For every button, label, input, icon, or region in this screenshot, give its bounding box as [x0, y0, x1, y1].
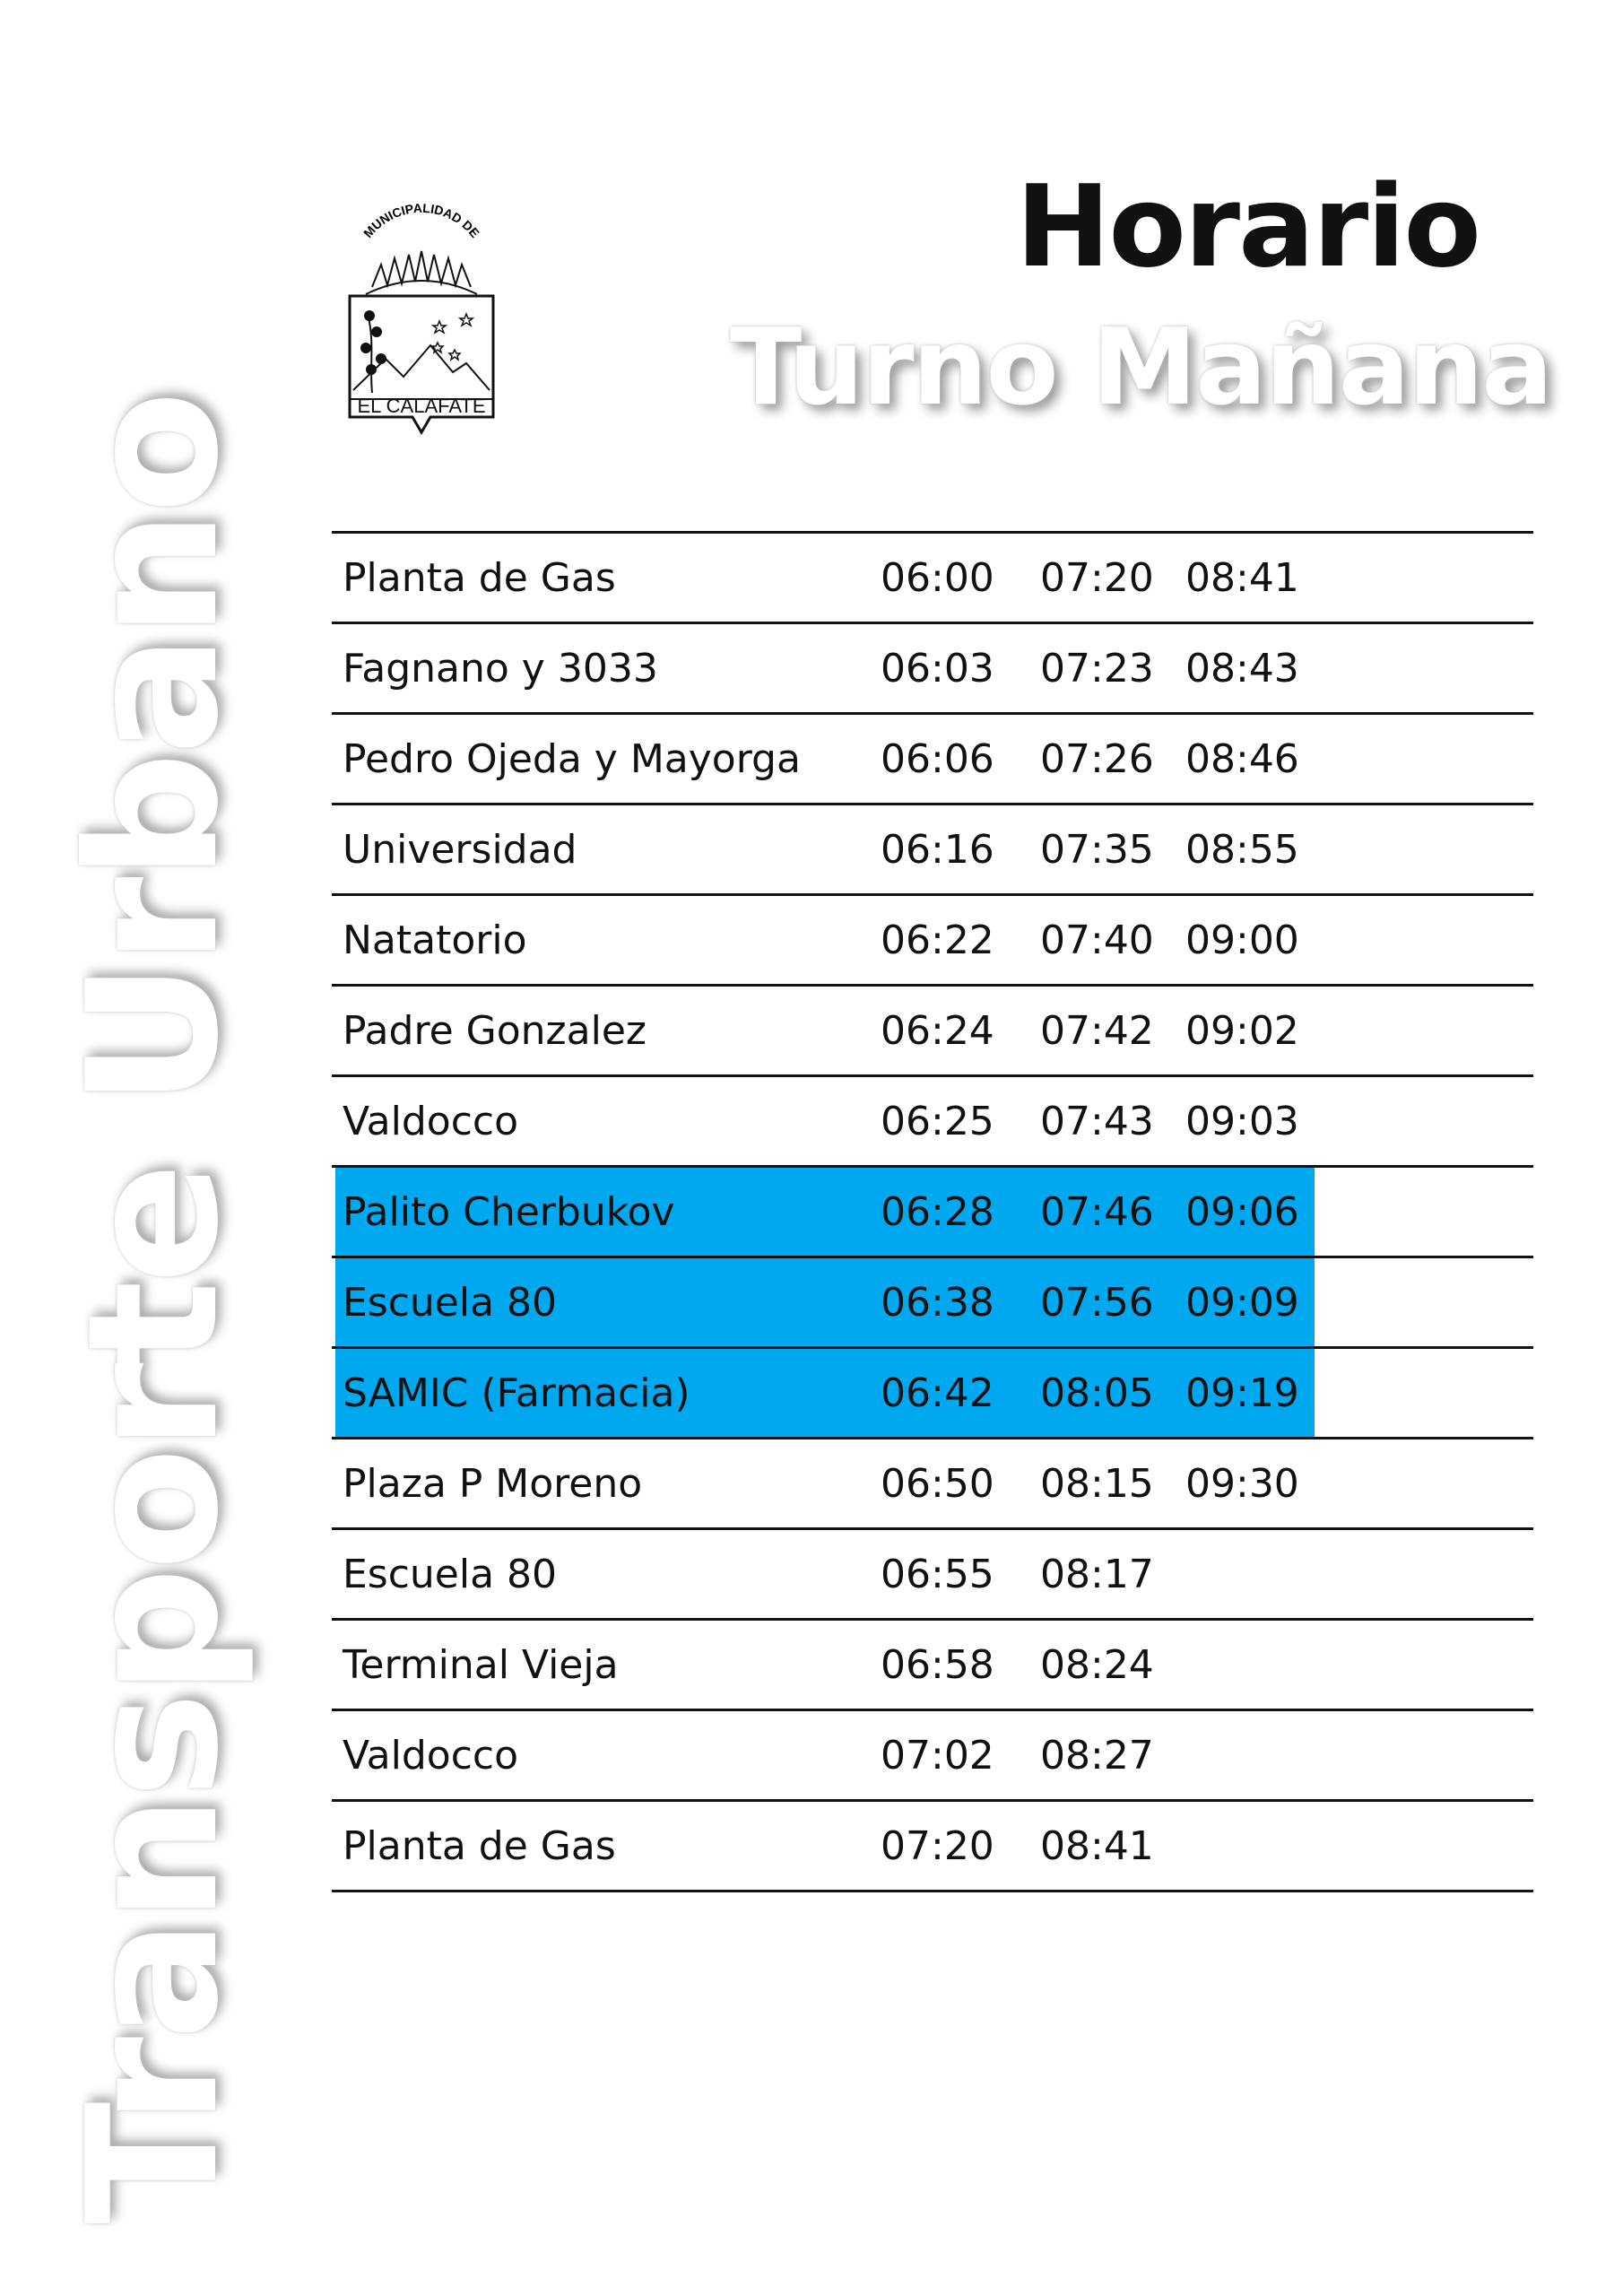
municipality-logo: [332, 179, 511, 448]
stop-name: Valdocco: [343, 1732, 519, 1779]
schedule-row: [332, 1349, 1533, 1439]
schedule-row: [332, 1168, 1533, 1258]
stop-name: Valdocco: [343, 1098, 519, 1144]
schedule-row: [332, 1621, 1533, 1711]
side-title: Transporte Urbano: [49, 394, 258, 2224]
schedule-row: [332, 1802, 1533, 1892]
departure-time: 08:05: [1040, 1370, 1154, 1416]
departure-time: 06:24: [881, 1007, 994, 1054]
departure-time: 09:19: [1185, 1370, 1299, 1416]
departure-time: 07:42: [1040, 1007, 1154, 1054]
departure-time: 07:56: [1040, 1279, 1154, 1326]
departure-time: 07:35: [1040, 826, 1154, 873]
departure-time: 06:58: [881, 1641, 994, 1688]
departure-time: 08:55: [1185, 826, 1299, 873]
stop-name: Universidad: [343, 826, 577, 873]
departure-time: 09:09: [1185, 1279, 1299, 1326]
departure-time: 07:26: [1040, 735, 1154, 782]
departure-time: 08:15: [1040, 1460, 1154, 1507]
stop-name: Palito Cherbukov: [343, 1188, 675, 1235]
departure-time: 06:00: [881, 554, 994, 601]
stop-name: Terminal Vieja: [343, 1641, 619, 1688]
departure-time: 07:20: [881, 1822, 994, 1869]
schedule-row: [332, 896, 1533, 987]
departure-time: 09:00: [1185, 917, 1299, 963]
stop-name: SAMIC (Farmacia): [343, 1370, 690, 1416]
schedule-row: [332, 987, 1533, 1077]
schedule-row: [332, 534, 1533, 624]
schedule-row: [332, 1711, 1533, 1802]
stop-name: Escuela 80: [343, 1279, 558, 1326]
departure-time: 06:16: [881, 826, 994, 873]
departure-time: 06:25: [881, 1098, 994, 1144]
departure-time: 08:46: [1185, 735, 1299, 782]
page-title: Horario: [1015, 161, 1480, 292]
stop-name: Plaza P Moreno: [343, 1460, 643, 1507]
departure-time: 07:46: [1040, 1188, 1154, 1235]
schedule-row: [332, 805, 1533, 896]
stop-name: Pedro Ojeda y Mayorga: [343, 735, 801, 782]
departure-time: 06:28: [881, 1188, 994, 1235]
departure-time: 07:20: [1040, 554, 1154, 601]
departure-time: 06:42: [881, 1370, 994, 1416]
departure-time: 09:02: [1185, 1007, 1299, 1054]
schedule-row: [332, 1530, 1533, 1621]
departure-time: 06:38: [881, 1279, 994, 1326]
stop-name: Fagnano y 3033: [343, 645, 658, 691]
departure-time: 06:50: [881, 1460, 994, 1507]
stop-name: Planta de Gas: [343, 554, 616, 601]
departure-time: 06:03: [881, 645, 994, 691]
departure-time: 08:17: [1040, 1551, 1154, 1597]
stop-name: Padre Gonzalez: [343, 1007, 647, 1054]
schedule-row: [332, 715, 1533, 805]
departure-time: 07:40: [1040, 917, 1154, 963]
departure-time: 06:22: [881, 917, 994, 963]
departure-time: 08:41: [1040, 1822, 1154, 1869]
departure-time: 06:06: [881, 735, 994, 782]
page-subtitle: Turno Mañana: [729, 305, 1551, 429]
schedule-row: [332, 1258, 1533, 1349]
departure-time: 08:41: [1185, 554, 1299, 601]
logo-label: EL CALAFATE: [357, 395, 486, 417]
schedule-row: [332, 624, 1533, 715]
departure-time: 08:43: [1185, 645, 1299, 691]
schedule-table: [332, 531, 1533, 1892]
stop-name: Escuela 80: [343, 1551, 558, 1597]
departure-time: 07:23: [1040, 645, 1154, 691]
stop-name: Natatorio: [343, 917, 527, 963]
departure-time: 07:43: [1040, 1098, 1154, 1144]
departure-time: 08:24: [1040, 1641, 1154, 1688]
departure-time: 07:02: [881, 1732, 994, 1779]
schedule-row: [332, 1439, 1533, 1530]
departure-time: 09:03: [1185, 1098, 1299, 1144]
departure-time: 06:55: [881, 1551, 994, 1597]
departure-time: 09:30: [1185, 1460, 1299, 1507]
schedule-row: [332, 1077, 1533, 1168]
logo-arc-text: MUNICIPALIDAD DE: [360, 200, 482, 240]
departure-time: 08:27: [1040, 1732, 1154, 1779]
stop-name: Planta de Gas: [343, 1822, 616, 1869]
departure-time: 09:06: [1185, 1188, 1299, 1235]
